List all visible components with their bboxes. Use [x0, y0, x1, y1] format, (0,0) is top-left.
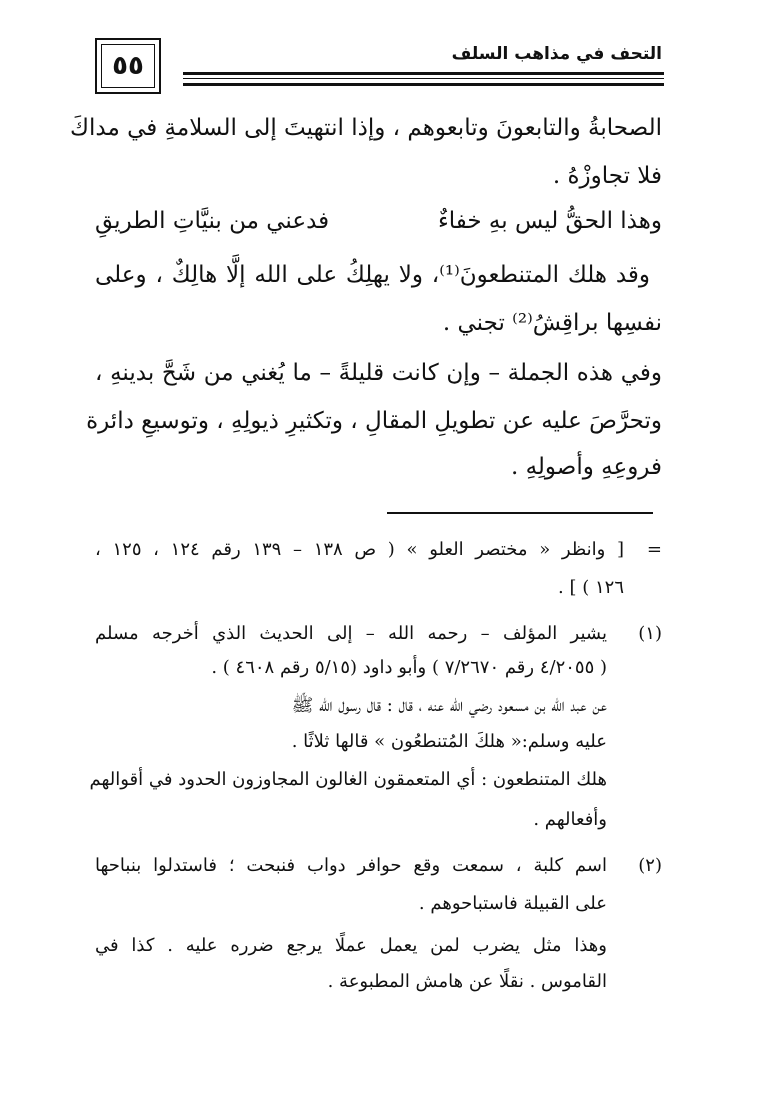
footnote-line: هلك المتنطعون : أي المتعمقون الغالون المجاوزون الحدود في أقوالهم — [89, 769, 607, 790]
body-line: نفسِها براقِشُ⁽²⁾ تجني . — [442, 310, 662, 336]
footnote-continuation-marker: = — [646, 539, 662, 560]
page-number-text: ٥٥ — [112, 51, 144, 81]
footnote-line: اسم كلبة ، سمعت وقع حوافر دواب فنبحت ؛ فاستدلوا بنباحها — [95, 855, 607, 876]
footnote-line: ١٢٦ ) ] . — [558, 577, 624, 598]
footnote-2-marker: (٢) — [638, 855, 662, 876]
footnote-line: القاموس . نقلًا عن هامش المطبوعة . — [327, 971, 607, 992]
footnote-line: عليه وسلم:« هلكَ المُتنطعُون » قالها ثلاثًا . — [291, 731, 607, 752]
body-line: وقد هلك المتنطعونَ⁽¹⁾، ولا يهلِكُ على الله إلَّا هالِكٌ ، وعلى — [95, 262, 650, 288]
verse-first-hemistich: وهذا الحقُّ ليس بهِ خفاءٌ — [437, 208, 662, 234]
running-title: التحف في مذاهب السلف — [451, 44, 662, 64]
page-number — [95, 38, 161, 94]
body-line: وتحرَّصَ عليه عن تطويلِ المقالِ ، وتكثيرِ ذيولِهِ ، وتوسيعِ دائرة — [86, 408, 662, 434]
footnote-line: [ وانظر « مختصر العلو » ( ص ١٣٨ – ١٣٩ رقم ١٢٤ ، ١٢٥ ، — [95, 539, 624, 560]
verse-second-hemistich: فدعني من بنيَّاتِ الطريقِ — [95, 208, 330, 234]
footnote-1-marker: (١) — [638, 623, 662, 644]
footnote-line: وهذا مثل يضرب لمن يعمل عملًا يرجع ضرره عليه . كذا في — [95, 935, 607, 956]
header-rule — [183, 83, 664, 86]
footnote-line: وأفعالهم . — [533, 809, 607, 830]
footnote-line: عن عبد الله بن مسعود رضي الله عنه ، قال : قال رسول الله ﷺ — [291, 695, 607, 716]
body-line: وفي هذه الجملة – وإن كانت قليلةً – ما يُغني من شَحَّ بدينهِ ، — [95, 360, 662, 386]
body-line: فروعِهِ وأصولِهِ . — [510, 454, 662, 480]
footnote-line: على القبيلة فاستباحوهم . — [418, 893, 607, 914]
footnote-line: ( ٤/٢٠٥٥ رقم ٧/٢٦٧٠ ) وأبو داود (٥/١٥ رقم ٤٦٠٨ ) . — [211, 657, 607, 678]
footnote-line: يشير المؤلف – رحمه الله – إلى الحديث الذي أخرجه مسلم — [95, 623, 607, 644]
footnote-separator — [387, 512, 653, 514]
header-rule — [183, 72, 664, 75]
header-rule — [183, 78, 664, 79]
body-line: الصحابةُ والتابعونَ وتابعوهم ، وإذا انتهيتَ إلى السلامةِ في مداكَ — [70, 115, 662, 141]
body-line: فلا تجاوزْهُ . — [552, 163, 662, 189]
